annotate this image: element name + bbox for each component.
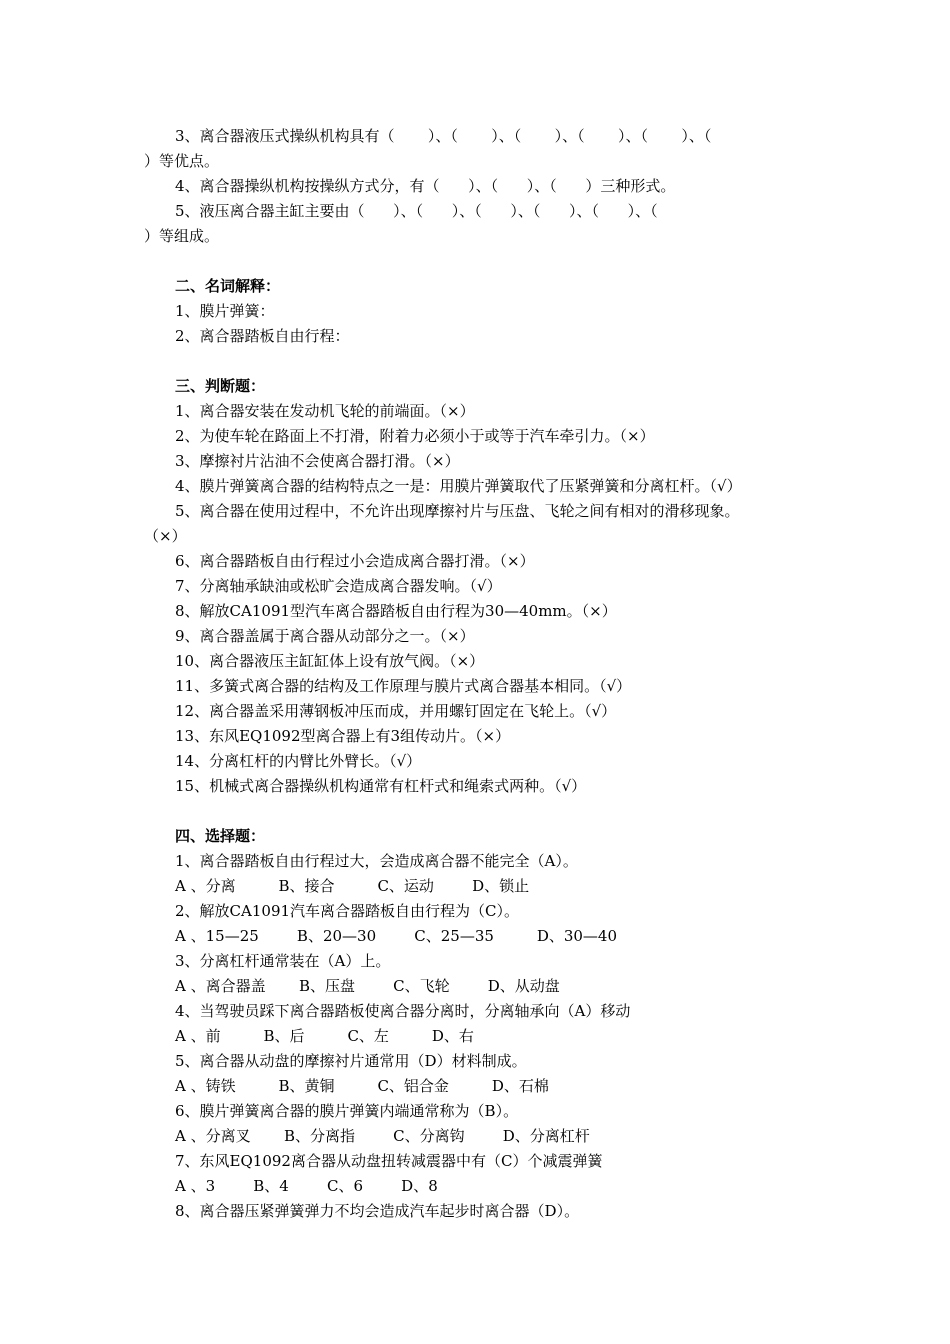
choice-options-4: A 、前 B、后 C、左 D、右 [175,1027,474,1045]
judge-item-6: 6、离合器踏板自由行程过小会造成离合器打滑。（×） [175,552,535,570]
choice-question-7: 7、东风EQ1092离合器从动盘扭转减震器中有（C）个减震弹簧 [175,1152,603,1170]
judge-item-10: 10、离合器液压主缸缸体上设有放气阀。（×） [175,652,485,670]
judge-item-9: 9、离合器盖属于离合器从动部分之一。（×） [175,627,475,645]
choice-options-5: A 、铸铁 B、黄铜 C、铝合金 D、石棉 [175,1077,549,1095]
judge-item-3: 3、摩擦衬片沾油不会使离合器打滑。（×） [175,452,460,470]
choice-question-4: 4、当驾驶员踩下离合器踏板使离合器分离时，分离轴承向（A）移动 [175,1002,631,1020]
judge-item-14: 14、分离杠杆的内臂比外臂长。（√） [175,752,422,770]
fill-q5-line2: ）等组成。 [144,227,220,245]
judge-item-4: 4、膜片弹簧离合器的结构特点之一是：用膜片弹簧取代了压紧弹簧和分离杠杆。（√） [175,477,742,495]
fill-q3-line1: 3、离合器液压式操纵机构具有（ ）、（ ）、（ ）、（ ）、（ ）、（ [175,127,712,145]
term-item-2: 2、离合器踏板自由行程： [175,327,350,345]
choice-question-8: 8、离合器压紧弹簧弹力不均会造成汽车起步时离合器（D）。 [175,1202,580,1220]
judge-item-15: 15、机械式离合器操纵机构通常有杠杆式和绳索式两种。（√） [175,777,587,795]
section-heading-choice: 四、选择题： [175,827,266,845]
choice-options-2: A 、15—25 B、20—30 C、25—35 D、30—40 [175,927,618,945]
section-heading-judgment: 三、判断题： [175,377,266,395]
choice-question-6: 6、膜片弹簧离合器的膜片弹簧内端通常称为（B）。 [175,1102,519,1120]
judge-item-5-line1: 5、离合器在使用过程中，不允许出现摩擦衬片与压盘、飞轮之间有相对的滑移现象。 [175,502,740,520]
judge-item-5-line2: （×） [144,527,187,545]
term-item-1: 1、膜片弹簧： [175,302,275,320]
judge-item-12: 12、离合器盖采用薄钢板冲压而成，并用螺钉固定在飞轮上。（√） [175,702,617,720]
choice-question-3: 3、分离杠杆通常装在（A）上。 [175,952,391,970]
judge-item-13: 13、东风EQ1092型离合器上有3组传动片。（×） [175,727,511,745]
choice-question-1: 1、离合器踏板自由行程过大，会造成离合器不能完全（A）。 [175,852,578,870]
judge-item-1: 1、离合器安装在发动机飞轮的前端面。（×） [175,402,475,420]
choice-options-1: A 、分离 B、接合 C、运动 D、锁止 [175,877,530,895]
choice-question-5: 5、离合器从动盘的摩擦衬片通常用（D）材料制成。 [175,1052,527,1070]
choice-options-6: A 、分离叉 B、分离指 C、分离钩 D、分离杠杆 [175,1127,590,1145]
fill-q3-line2: ）等优点。 [144,152,220,170]
judge-item-7: 7、分离轴承缺油或松旷会造成离合器发响。（√） [175,577,502,595]
fill-q5-line1: 5、液压离合器主缸主要由（ ）、（ ）、（ ）、（ ）、（ ）、（ [175,202,658,220]
choice-options-7: A 、3 B、4 C、6 D、8 [175,1177,438,1195]
choice-options-3: A 、离合器盖 B、压盘 C、飞轮 D、从动盘 [175,977,560,995]
choice-question-2: 2、解放CA1091汽车离合器踏板自由行程为（C）。 [175,902,520,920]
judge-item-8: 8、解放CA1091型汽车离合器踏板自由行程为30—40mm。（×） [175,602,617,620]
judge-item-11: 11、多簧式离合器的结构及工作原理与膜片式离合器基本相同。（√） [175,677,632,695]
judge-item-2: 2、为使车轮在路面上不打滑，附着力必须小于或等于汽车牵引力。（×） [175,427,655,445]
section-heading-terms: 二、名词解释： [175,277,281,295]
fill-q4: 4、离合器操纵机构按操纵方式分，有（ ）、（ ）、（ ）三种形式。 [175,177,676,195]
